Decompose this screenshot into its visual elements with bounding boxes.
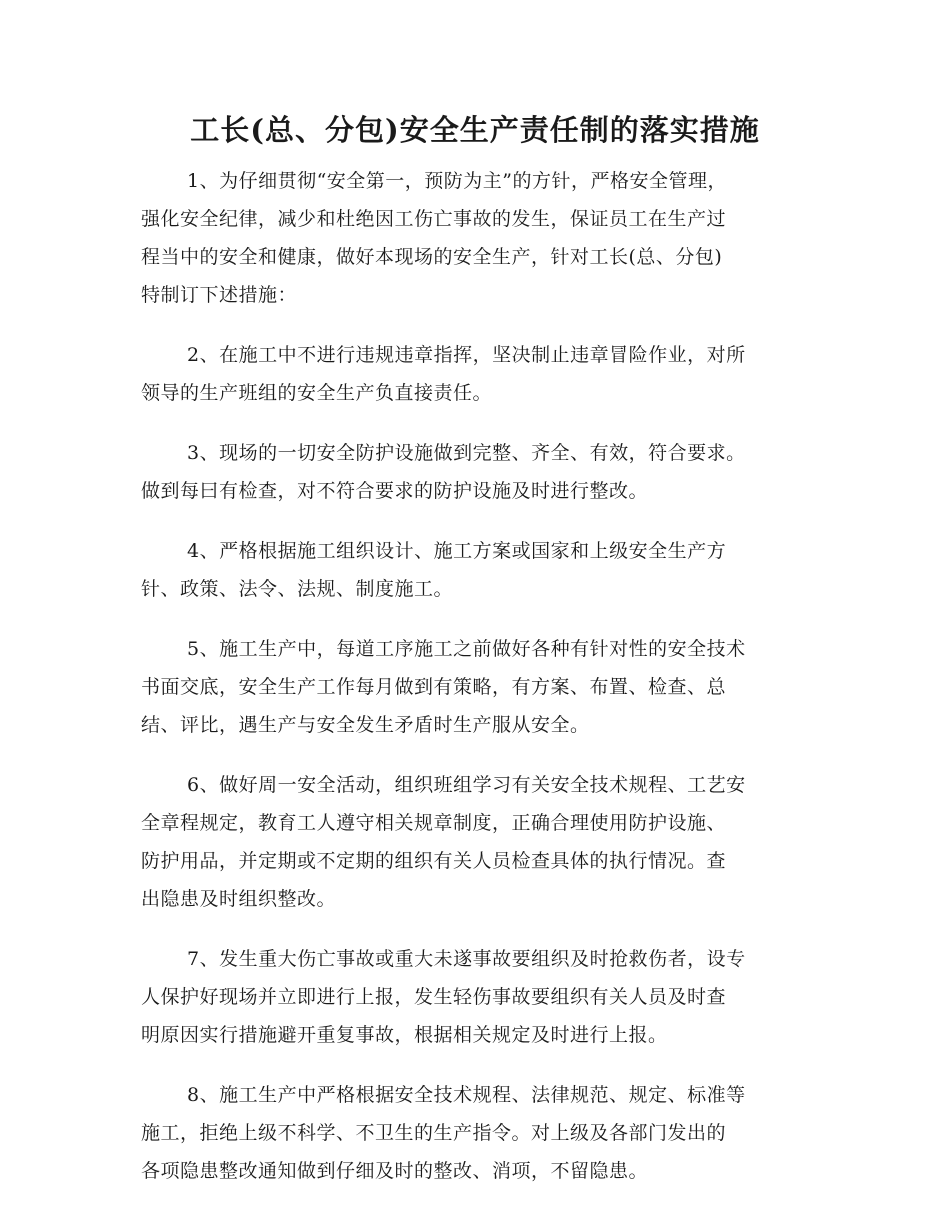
document-title: 工长(总、分包)安全生产责任制的落实措施 bbox=[190, 113, 760, 147]
paragraph-line: 明原因实行措施避开重复事故，根据相关规定及时进行上报。 bbox=[141, 1024, 668, 1046]
paragraph-6 bbox=[141, 766, 811, 918]
paragraph-line: 做到每曰有检查，对不符合要求的防护设施及时进行整改。 bbox=[141, 480, 649, 502]
paragraph-line: 1、为仔细贯彻“安全第一，预防为主”的方针，严格安全管理， bbox=[187, 170, 728, 192]
paragraph-line: 施工，拒绝上级不科学、不卫生的生产指令。对上级及各部门发出的 bbox=[141, 1122, 727, 1144]
paragraph-4 bbox=[141, 532, 811, 608]
paragraph-line: 6、做好周一安全活动，组织班组学习有关安全技术规程、工艺安 bbox=[187, 774, 746, 796]
paragraph-line: 人保护好现场并立即进行上报，发生轻伤事故要组织有关人员及时查 bbox=[141, 986, 727, 1008]
paragraph-line: 程当中的安全和健康，做好本现场的安全生产，针对工长(总、分包) bbox=[141, 246, 723, 268]
paragraph-2 bbox=[141, 336, 811, 412]
paragraph-line: 强化安全纪律，减少和杜绝因工伤亡事故的发生，保证员工在生产过 bbox=[141, 208, 727, 230]
paragraph-line: 4、严格根据施工组织设计、施工方案或国家和上级安全生产方 bbox=[187, 540, 727, 562]
paragraph-line: 全章程规定，教育工人遵守相关规章制度，正确合理使用防护设施、 bbox=[141, 812, 727, 834]
paragraph-line: 各项隐患整改通知做到仔细及时的整改、消项，不留隐患。 bbox=[141, 1160, 649, 1182]
paragraph-line: 出隐患及时组织整改。 bbox=[141, 888, 337, 910]
paragraph-7 bbox=[141, 940, 811, 1054]
paragraph-line: 2、在施工中不进行违规违章指挥，坚决制止违章冒险作业，对所 bbox=[187, 344, 746, 366]
paragraph-line: 特制订下述措施： bbox=[141, 284, 298, 306]
paragraph-line: 3、现场的一切安全防护设施做到完整、齐全、有效，符合要求。 bbox=[187, 442, 746, 464]
paragraph-5 bbox=[141, 630, 811, 744]
document-body bbox=[141, 162, 811, 1212]
paragraph-line: 领导的生产班组的安全生产负直接责任。 bbox=[141, 382, 493, 404]
paragraph-line: 针、政策、法令、法规、制度施工。 bbox=[141, 578, 454, 600]
paragraph-line: 5、施工生产中，每道工序施工之前做好各种有针对性的安全技术 bbox=[187, 638, 746, 660]
paragraph-1 bbox=[141, 162, 811, 314]
paragraph-line: 结、评比，遇生产与安全发生矛盾时生产服从安全。 bbox=[141, 714, 590, 736]
paragraph-3 bbox=[141, 434, 811, 510]
paragraph-line: 防护用品，并定期或不定期的组织有关人员检查具体的执行情况。查 bbox=[141, 850, 727, 872]
paragraph-8 bbox=[141, 1076, 811, 1190]
paragraph-line: 7、发生重大伤亡事故或重大未遂事故要组织及时抢救伤者，设专 bbox=[187, 948, 746, 970]
paragraph-line: 书面交底，安全生产工作每月做到有策略，有方案、布置、检查、总 bbox=[141, 676, 727, 698]
paragraph-line: 8、施工生产中严格根据安全技术规程、法律规范、规定、标准等 bbox=[187, 1084, 746, 1106]
